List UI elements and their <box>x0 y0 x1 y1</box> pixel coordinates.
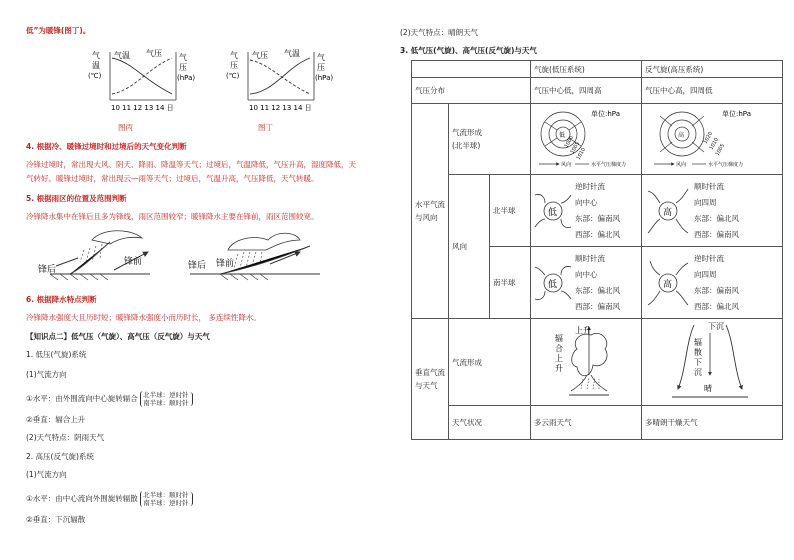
weather-label: 天气状况 <box>449 406 531 440</box>
svg-text:散: 散 <box>694 348 702 357</box>
knowledge-point-2: 【知识点二】低气压（气旋）、高气压（反气旋）与天气 <box>26 332 210 341</box>
sunny-label: 晴 <box>704 384 712 393</box>
svg-text:压: 压 <box>317 63 325 72</box>
sh-high-vortex <box>642 253 694 313</box>
temp-curve <box>112 58 172 94</box>
svg-text:上: 上 <box>555 354 563 363</box>
y-right-label: 气 <box>179 53 187 62</box>
col-high-header: 反气旋(高压系统) <box>642 61 783 78</box>
svg-text:气: 气 <box>317 53 325 62</box>
svg-text:水平气压梯度力: 水平气压梯度力 <box>708 162 744 168</box>
div-sink-1: 辐 <box>694 338 702 347</box>
svg-text:气压: 气压 <box>252 51 268 60</box>
sink-cell <box>642 319 783 406</box>
svg-text:沉: 沉 <box>694 368 702 377</box>
unit-label-high: 单位:hPa <box>722 110 751 118</box>
sh-low-cell: 低 顺时针流 向中心 东部：偏北风 西部：偏南风 <box>531 247 642 319</box>
horizontal-label: 水平气流与风向 <box>412 104 449 319</box>
sh-high-cell: 高 逆时针流 向四周 东部：偏南风 西部：偏北风 <box>642 247 783 319</box>
unit-label-low: 单位:hPa <box>591 110 620 118</box>
heading-6: 6. 根据降水特点判断 <box>26 295 97 304</box>
isobar-high-cell <box>642 104 783 175</box>
nh-low-vortex <box>531 181 575 241</box>
rise-label: 上升 <box>575 326 591 335</box>
cold-front-diagram <box>30 222 170 284</box>
svg-text:压: 压 <box>179 63 187 72</box>
wind-label: 风向 <box>449 175 490 319</box>
divergent-sink-diagram <box>642 319 776 403</box>
row-dist-label: 气压分布 <box>412 78 531 104</box>
section-1b-prefix: ①水平：由外围流向中心旋转辐合 <box>26 394 138 403</box>
warm-front-diagram <box>180 222 330 284</box>
y-left-label: 气 <box>92 51 100 60</box>
svg-text:风向: 风向 <box>676 162 687 168</box>
section-1a: (1)气流方向 <box>26 370 67 379</box>
svg-text:压: 压 <box>230 61 238 70</box>
high-brace: 北半球：顺时针 南半球：逆时针 <box>140 491 189 507</box>
conv-rise-1: 辐 <box>555 334 563 343</box>
col-low-header: 气旋(低压系统) <box>531 61 642 78</box>
svg-text:1005: 1005 <box>714 142 727 157</box>
isobar-low-cell <box>531 104 642 175</box>
svg-text:1010: 1010 <box>708 136 721 151</box>
vertical-label: 垂直气流与天气 <box>412 319 449 440</box>
pgf-legend-low: 水平气压梯度力 <box>591 162 627 168</box>
warm-back-label: 锋后 <box>188 261 207 271</box>
nh-high-cell: 高 顺时针流 向四周 东部：偏北风 西部：偏南风 <box>642 175 783 247</box>
section-2c: ②垂直：下沉辐散 <box>26 515 86 524</box>
section-2-title: 2. 高压(反气旋)系统 <box>26 452 94 461</box>
section-1-title: 1. 低压(气旋)系统 <box>26 350 87 359</box>
svg-text:1020: 1020 <box>702 130 715 145</box>
nh-label: 北半球 <box>490 175 531 247</box>
heading-4: 4. 根据冷、暖锋过境时和过境后的天气变化判断 <box>26 142 187 151</box>
right-heading-3: 3. 低气压(气旋)、高气压(反气旋)与天气 <box>400 46 537 55</box>
warm-front-label: 锋前 <box>216 259 235 269</box>
intro-line: 低”为暖锋(图丁)。 <box>26 26 91 35</box>
svg-text:温: 温 <box>92 61 100 70</box>
nh-low-center: 低 <box>548 207 558 218</box>
curve1-label: 气温 <box>114 51 130 60</box>
sh-low-vortex <box>531 253 575 313</box>
cyclone-table <box>411 60 783 440</box>
svg-text:(hPa): (hPa) <box>177 74 196 82</box>
section-1d: (2)天气特点：阴雨天气 <box>26 433 105 442</box>
sh-low-center: 低 <box>548 279 558 290</box>
svg-text:(℃): (℃) <box>88 72 102 80</box>
caption-ding: 图丁 <box>258 123 273 132</box>
section-2b: ①水平：由中心流向外围旋转辐散 北半球：顺时针 南半球：逆时针 <box>26 491 193 507</box>
svg-text:(hPa): (hPa) <box>315 74 334 82</box>
dist-low: 气压中心低，四周高 <box>531 78 642 104</box>
iso-low-center: 低 <box>559 132 566 139</box>
rise-cell <box>531 319 642 406</box>
sink-label: 下沉 <box>708 322 724 331</box>
cold-front-label: 锋前 <box>124 257 143 267</box>
section-2a: (1)气流方向 <box>26 470 67 479</box>
isobar-low-diagram <box>531 104 635 172</box>
cold-back-label: 锋后 <box>38 265 57 275</box>
svg-text:1010: 1010 <box>575 146 588 161</box>
right-top-line: (2)天气特点：晴朗天气 <box>400 28 479 37</box>
svg-text:合: 合 <box>555 344 563 353</box>
svg-text:1005: 1005 <box>569 140 582 155</box>
para-4b: 气转好。暖锋过境时，常出现云—雨等天气；过境后，气温升高，气压降低，天气转暖。 <box>26 174 319 183</box>
wind-legend-low: 风向 <box>561 162 572 168</box>
svg-text:气温: 气温 <box>284 49 300 58</box>
nh-low-cell: 低 逆时针流 向中心 东部：偏南风 西部：偏北风 <box>531 175 642 247</box>
nh-high-center: 高 <box>663 207 673 218</box>
svg-text:10 11 12 13 14 日: 10 11 12 13 14 日 <box>249 104 312 112</box>
para-6: 冷锋降水强度大且历时短；暖锋降水强度小而历时长， 多连续性降水。 <box>26 313 261 322</box>
curve2-label: 气压 <box>146 49 162 58</box>
svg-text:1000: 1000 <box>563 134 576 149</box>
airflow-form-cell: 气流形成 (北半球) <box>449 104 531 175</box>
iso-high-center: 高 <box>678 132 685 139</box>
x-ticks: 10 11 12 13 14 日 <box>111 104 174 112</box>
v-airflow-label: 气流形成 <box>449 319 531 406</box>
dist-high: 气压中心高，四周低 <box>642 78 783 104</box>
nh-high-vortex <box>642 181 694 241</box>
sh-label: 南半球 <box>490 247 531 319</box>
caption-bing: 图丙 <box>118 123 133 132</box>
isobar-high-diagram <box>642 104 776 172</box>
section-1c: ②垂直：辐合上升 <box>26 415 86 424</box>
svg-text:气: 气 <box>230 51 238 60</box>
section-1b <box>26 391 193 407</box>
svg-text:升: 升 <box>555 364 563 373</box>
heading-5: 5. 根据雨区的位置及范围判断 <box>26 194 127 203</box>
convergent-rise-diagram <box>531 319 635 403</box>
low-brace: 北半球：逆时针 南半球：顺时针 <box>140 391 189 407</box>
weather-low: 多云雨天气 <box>531 406 642 440</box>
sh-high-center: 高 <box>663 279 673 290</box>
graph-bing <box>84 44 202 122</box>
svg-text:下: 下 <box>694 358 702 367</box>
svg-text:(℃): (℃) <box>226 72 240 80</box>
graph-ding <box>222 44 340 122</box>
para-4a: 冷锋过境时，常出现大风、阴天、降雨、降温等天气；过境后，气温降低，气压升高，湿度降低，天 <box>26 160 356 169</box>
weather-high: 多晴朗干燥天气 <box>642 406 783 440</box>
para-5: 冷锋降水集中在锋后且多为锋线，雨区范围较窄；暖锋降水主要在锋前，雨区范围较宽。 <box>26 212 319 221</box>
